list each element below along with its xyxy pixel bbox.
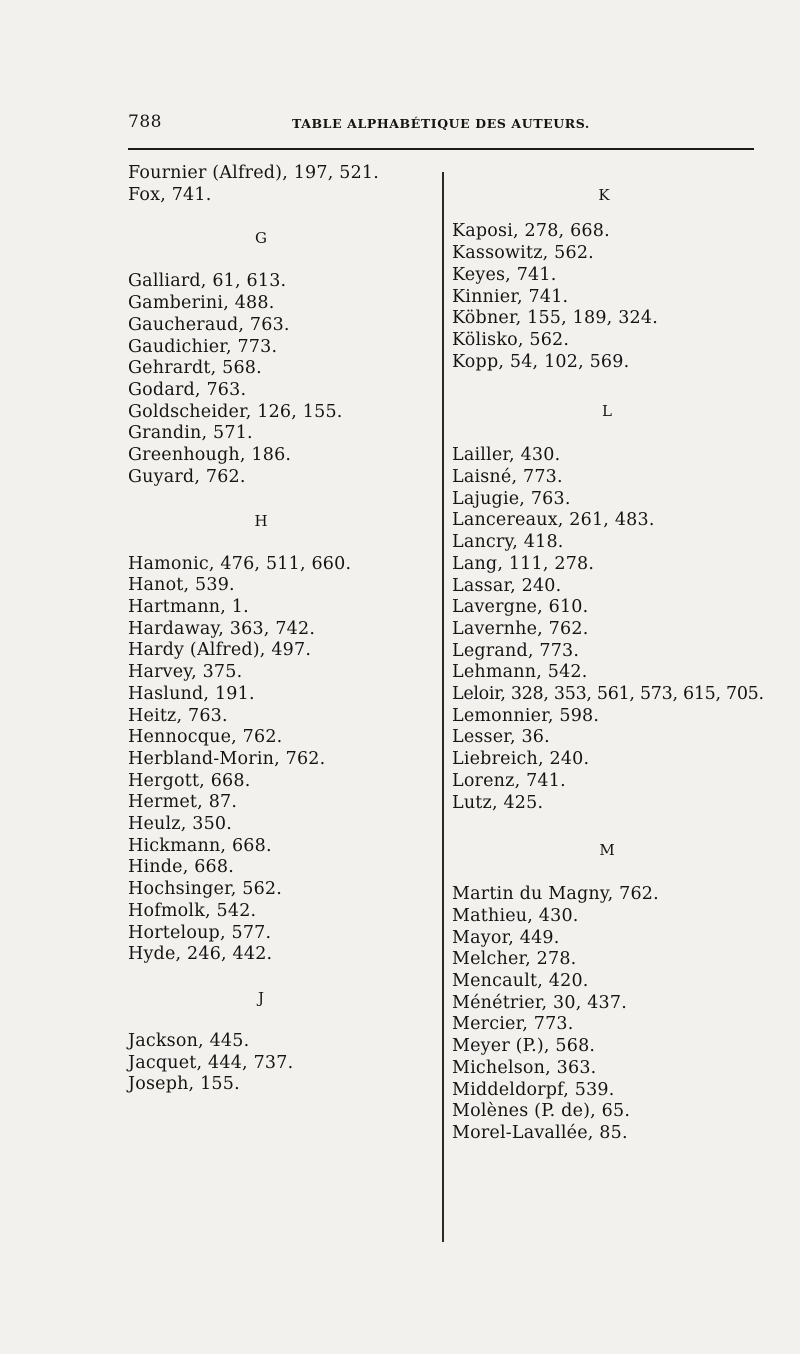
index-entry: Lehmann, 542. bbox=[452, 662, 588, 683]
index-entry: Liebreich, 240. bbox=[452, 749, 590, 770]
index-entry: Kaposi, 278, 668. bbox=[452, 221, 610, 242]
index-entry: Kassowitz, 562. bbox=[452, 243, 594, 264]
index-entry: Fox, 741. bbox=[128, 184, 212, 205]
section-k bbox=[452, 221, 762, 373]
section-letter-m bbox=[452, 814, 762, 862]
index-entry: Ménétrier, 30, 437. bbox=[452, 992, 627, 1013]
index-entry: Hardaway, 363, 742. bbox=[128, 618, 316, 639]
index-entry: Lesser, 36. bbox=[452, 727, 550, 748]
index-entry: Jacquet, 444, 737. bbox=[128, 1052, 294, 1073]
index-entry: Hyde, 246, 442. bbox=[128, 944, 273, 965]
column-divider bbox=[442, 172, 444, 1242]
index-entry: Goldscheider, 126, 155. bbox=[128, 401, 343, 422]
index-entry: Lutz, 425. bbox=[452, 792, 544, 813]
index-entry: Hochsinger, 562. bbox=[128, 879, 283, 900]
index-entry: Horteloup, 577. bbox=[128, 922, 272, 943]
section-m bbox=[452, 884, 762, 1144]
index-entry: Harvey, 375. bbox=[128, 662, 243, 683]
section-gap bbox=[452, 206, 762, 221]
index-entry: Hanot, 539. bbox=[128, 575, 235, 596]
index-entry: Godard, 763. bbox=[128, 380, 247, 400]
letter-heading: J bbox=[257, 988, 264, 1007]
index-entry: Haslund, 191. bbox=[128, 683, 255, 704]
left-column bbox=[128, 163, 438, 1096]
section-j bbox=[128, 1031, 438, 1096]
index-entry: Hofmolk, 542. bbox=[128, 900, 257, 921]
section-letter-l bbox=[452, 373, 762, 423]
index-entry: Hardy (Alfred), 497. bbox=[128, 640, 312, 661]
index-entry: Hamonic, 476, 511, 660. bbox=[128, 553, 352, 574]
section-letter-k bbox=[452, 163, 762, 206]
letter-heading: M bbox=[599, 841, 615, 860]
index-entry: Mayor, 449. bbox=[452, 927, 560, 948]
index-entry: Mencault, 420. bbox=[452, 971, 589, 992]
section-gap bbox=[128, 250, 438, 272]
index-entry: Guyard, 762. bbox=[128, 466, 246, 487]
index-entry: Michelson, 363. bbox=[452, 1057, 597, 1078]
index-entry: Keyes, 741. bbox=[452, 264, 557, 285]
right-column bbox=[452, 163, 762, 1145]
index-entry: Leloir, 328, 353, 561, 573, 615, 705. bbox=[452, 684, 764, 705]
index-entry: Gaudichier, 773. bbox=[128, 336, 278, 357]
index-entry: Hermet, 87. bbox=[128, 792, 238, 813]
section-gap bbox=[128, 532, 438, 554]
index-entry: Lajugie, 763. bbox=[452, 488, 571, 509]
index-entry: Melcher, 278. bbox=[452, 949, 577, 970]
index-entry: Galliard, 61, 613. bbox=[128, 271, 287, 292]
index-entry: Lorenz, 741. bbox=[452, 770, 566, 791]
index-entry: Kopp, 54, 102, 569. bbox=[452, 351, 630, 372]
index-entry: Hartmann, 1. bbox=[128, 597, 249, 617]
index-entry: Gamberini, 488. bbox=[128, 293, 275, 314]
index-entry: Greenhough, 186. bbox=[128, 445, 292, 466]
index-entry: Lang, 111, 278. bbox=[452, 553, 595, 574]
section-letter-j bbox=[128, 966, 438, 1009]
index-entry: Middeldorpf, 539. bbox=[452, 1079, 615, 1100]
section-gap bbox=[452, 862, 762, 884]
section-letter-g bbox=[128, 206, 438, 249]
index-entry: Lavergne, 610. bbox=[452, 597, 589, 618]
section-g bbox=[128, 271, 438, 488]
header-rule bbox=[128, 148, 754, 150]
index-entry: Hickmann, 668. bbox=[128, 835, 272, 856]
section-f bbox=[128, 163, 438, 206]
index-entry: Mercier, 773. bbox=[452, 1014, 574, 1035]
index-entry: Meyer (P.), 568. bbox=[452, 1036, 596, 1057]
index-entry: Kinnier, 741. bbox=[452, 286, 569, 307]
index-entry: Lancereaux, 261, 483. bbox=[452, 510, 655, 531]
index-entry: Lemonnier, 598. bbox=[452, 705, 600, 726]
index-entry: Heitz, 763. bbox=[128, 705, 228, 726]
index-entry: Hergott, 668. bbox=[128, 770, 251, 791]
index-entry: Lassar, 240. bbox=[452, 575, 562, 596]
letter-heading: G bbox=[255, 229, 267, 248]
index-entry: Legrand, 773. bbox=[452, 640, 580, 661]
index-entry: Herbland-Morin, 762. bbox=[128, 748, 326, 769]
index-entry: Lancry, 418. bbox=[452, 532, 564, 553]
index-entry: Lailler, 430. bbox=[452, 445, 561, 466]
letter-heading: K bbox=[598, 186, 610, 204]
index-entry: Köbner, 155, 189, 324. bbox=[452, 308, 658, 329]
page-number: 788 bbox=[128, 112, 162, 132]
index-entry: Grandin, 571. bbox=[128, 423, 253, 444]
index-entry: Gehrardt, 568. bbox=[128, 358, 262, 379]
index-entry: Mathieu, 430. bbox=[452, 905, 579, 926]
running-head: TABLE ALPHABÉTIQUE DES AUTEURS. bbox=[292, 116, 590, 131]
index-entry: Hennocque, 762. bbox=[128, 727, 283, 748]
index-entry: Molènes (P. de), 65. bbox=[452, 1101, 631, 1122]
section-h bbox=[128, 554, 438, 966]
index-entry: Lavernhe, 762. bbox=[452, 618, 589, 639]
index-entry: Joseph, 155. bbox=[128, 1074, 240, 1095]
index-entry: Jackson, 445. bbox=[128, 1031, 250, 1052]
index-entry: Morel-Lavallée, 85. bbox=[452, 1123, 628, 1143]
index-entry: Gaucheraud, 763. bbox=[128, 314, 290, 335]
letter-heading: H bbox=[254, 511, 268, 530]
section-letter-h bbox=[128, 489, 438, 532]
index-entry: Martin du Magny, 762. bbox=[452, 884, 659, 905]
index-entry: Kölisko, 562. bbox=[452, 329, 570, 350]
index-entry: Fournier (Alfred), 197, 521. bbox=[128, 163, 380, 183]
index-entry: Hinde, 668. bbox=[128, 857, 234, 878]
index-entry: Laisné, 773. bbox=[452, 467, 563, 488]
section-gap bbox=[128, 1009, 438, 1031]
section-l bbox=[452, 445, 762, 814]
index-entry: Heulz, 350. bbox=[128, 814, 232, 835]
letter-heading: L bbox=[602, 402, 612, 421]
section-gap bbox=[452, 423, 762, 445]
